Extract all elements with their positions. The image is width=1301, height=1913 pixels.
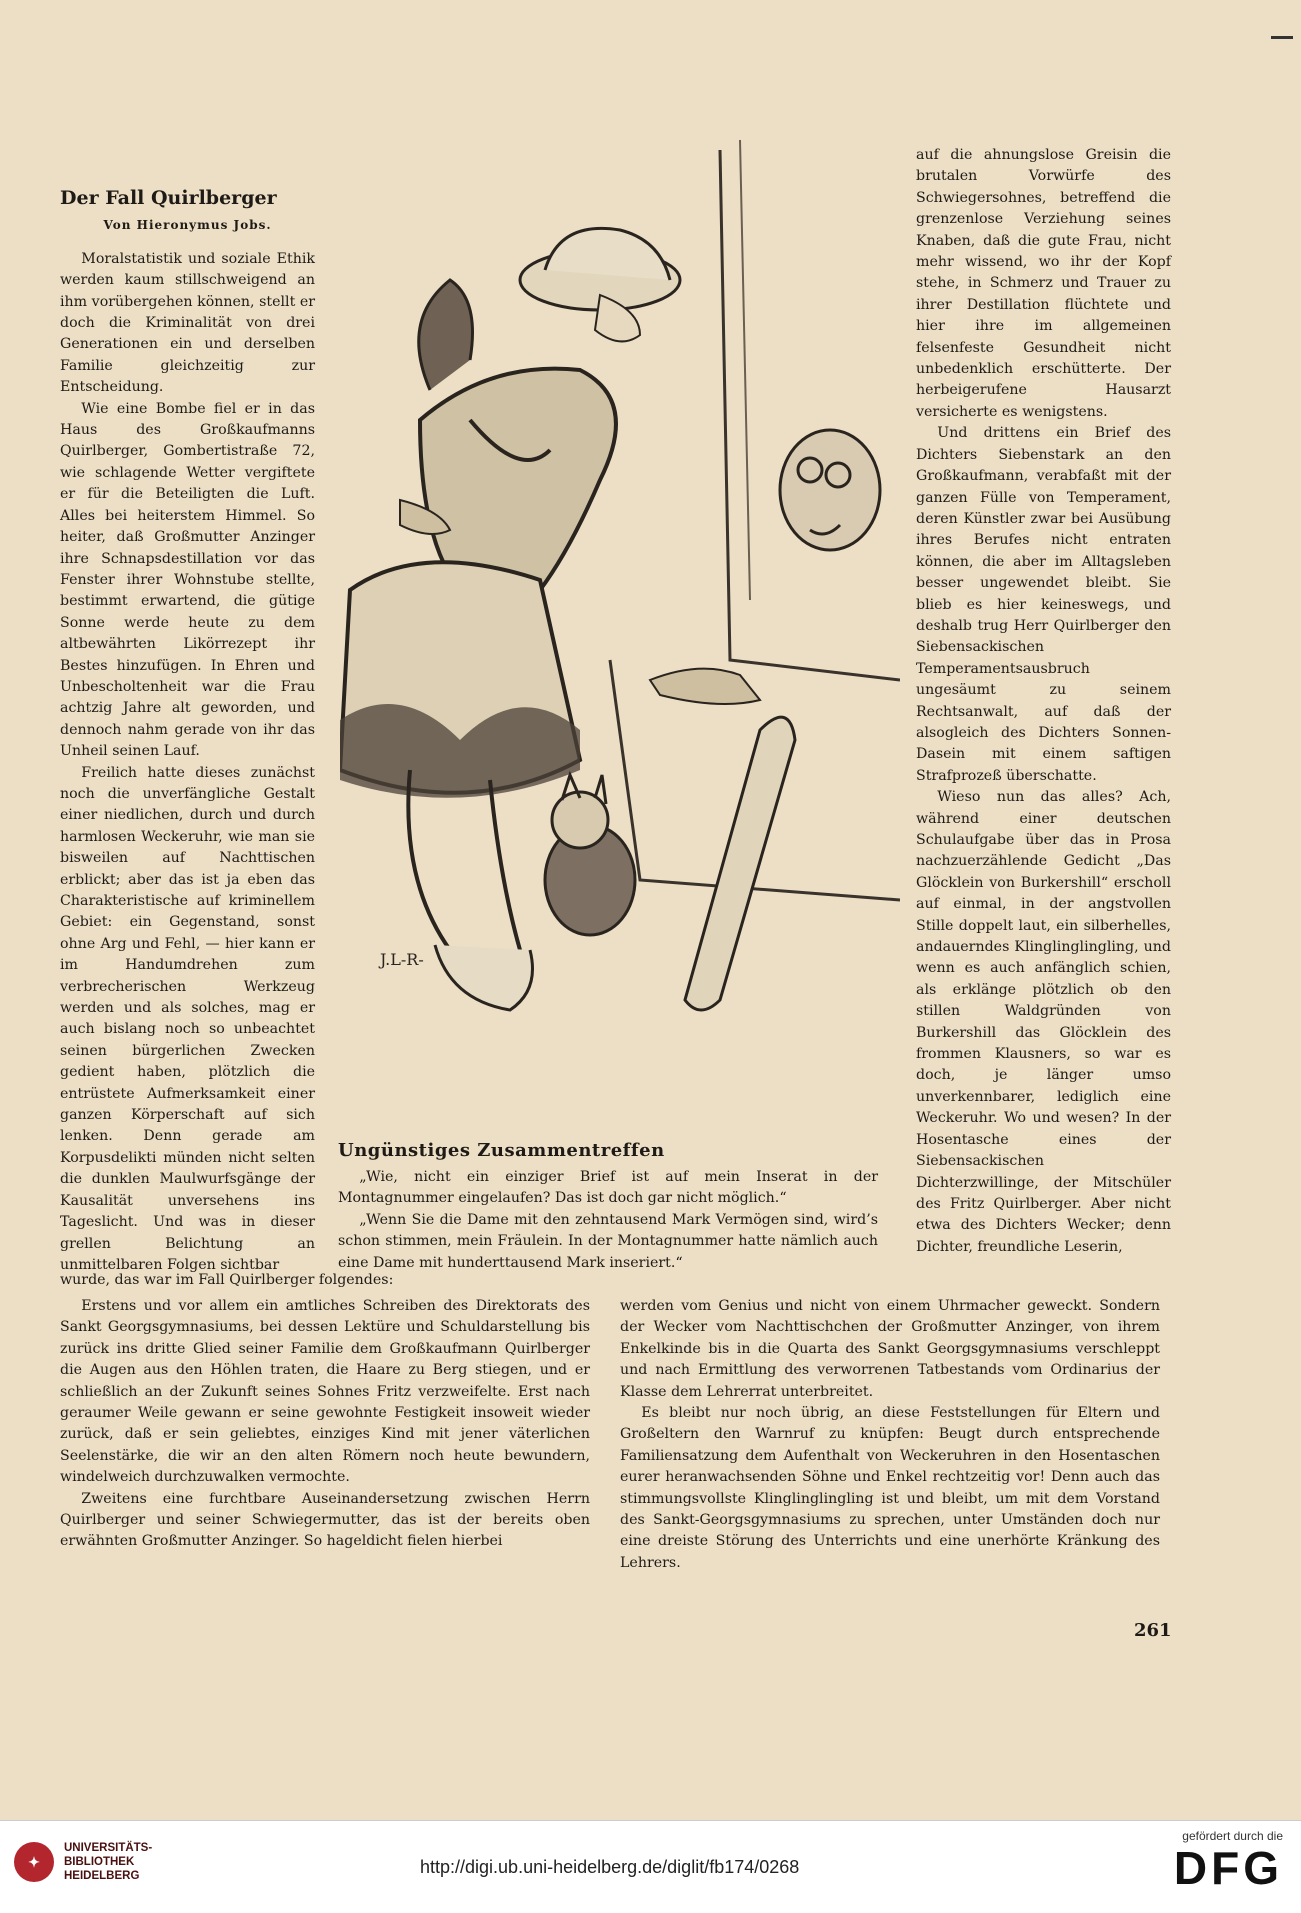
page-number: 261	[1134, 1620, 1172, 1641]
paragraph: Freilich hatte dieses zunächst noch die unverfängliche Gestalt einer niedlichen, durch und durch harmlosen Weckeruhr, wie man sie bisweilen auf Nachttischen erblickt; aber das ist ja eben das Charakteristische auf kriminellem Gebiet: ein Gegenstand, sonst ohne Arg und Fehl, — hier kann er im Handumdrehen zum verbrecherischen Werkzeug werden und als solches, mag er auch bislang noch so unbeachtet seinen bürgerlichen Zwecken gedient haben, plötzlich die entrüstete Aufmerksamkeit einer ganzen Körperschaft auf sich lenken. Denn gerade am Korpusdelikti münden nicht selten die dunklen Maulwurfsgänge der Kausalität unversehens ins Tageslicht. Und was in dieser grellen Belichtung an unmittelbaren Folgen sichtbar	[60, 764, 315, 1273]
dfg-logo: DFG	[1173, 1842, 1283, 1894]
footer-bar	[0, 1820, 1301, 1913]
caption-quote: „Wenn Sie die Dame mit den zehntausend Mark Vermögen sind, wird’s schon stimmen, mein Fräulein. In der Montagnummer hatte nämlich auch eine Dame mit hunderttausend Mark inseriert.“	[338, 1211, 878, 1271]
caption-quote: „Wie, nicht ein einziger Brief ist auf mein Inserat in der Montagnummer eingelaufen? Das ist doch gar nicht möglich.“	[338, 1169, 878, 1207]
paragraph: Erstens und vor allem ein amtliches Schreiben des Direktorats des Sankt Georgsgymnasiums, bei dessen Lektüre und Schuldarstellung bis zurück ins dritte Glied seiner Familie dem Großkaufmann Quirlberger die Augen aus den Höhlen traten, die Haare zu Berg stiegen, und er schließlich an der Zukunft seines Sohnes Fritz verzweifelte. Erst nach geraumer Weile gewann er seine gewohnte Festigkeit insoweit wieder zurück, daß er sein geliebtes, einziges Kind mit jener väterlichen Seelenstärke, die wir an den alten Römern noch heute bewundern, windelweich durchzuwalken vermochte.	[60, 1298, 590, 1486]
paragraph: wurde, das war im Fall Quirlberger folgendes:	[60, 1272, 394, 1288]
paragraph: Und drittens ein Brief des Dichters Siebenstark an den Großkaufmann, verabfaßt mit der ganzen Fülle von Temperament, deren Künstler zwar bei Ausübung ihres Berufes nicht entraten können, die aber im Alltagsleben besser ungewendet bleibt. Sie blieb es hier keineswegs, und deshalb trug Herr Quirlberger den Siebensackischen Temperamentsausbruch ungesäumt zu seinem Rechtsanwalt, auf daß der alsogleich des Dichters Sonnen-Dasein mit einem saftigen Strafprozeß überschatte.	[916, 425, 1171, 784]
document-url-link[interactable]: http://digi.ub.uni-heidelberg.de/diglit/fb174/0268	[420, 1857, 800, 1877]
university-seal-icon: ✦	[14, 1842, 54, 1882]
paragraph: Moralstatistik und soziale Ethik werden kaum stillschweigend an ihm vorübergehen können, stellt er doch die Kriminalität von drei Generationen ein und derselben Familie gleichzeitig zur Entscheidung.	[60, 250, 315, 396]
paragraph: werden vom Genius und nicht von einem Uhrmacher geweckt. Sondern der Wecker vom Nachttischchen der Großmutter Anzinger, von ihrem Enkelkinde bis in die Quarta des Sankt Georgsgymnasiums verschleppt und nach Ermittlung des verworrenen Tatbestands vom Ordinarius der Klasse dem Lehrerrat unterbreitet.	[620, 1298, 1160, 1400]
article-byline: Von Hieronymus Jobs.	[103, 218, 272, 233]
lower-right-column	[620, 1296, 1160, 1574]
cartoon-illustration	[340, 120, 900, 1120]
library-logo[interactable]	[14, 1841, 152, 1883]
funded-by-label: gefördert durch die	[1182, 1829, 1283, 1843]
paragraph: Es bleibt nur noch übrig, an diese Feststellungen für Eltern und Großeltern den Warnruf zu knüpfen: Beugt durch entsprechende Familiensatzung dem Aufenthalt von Weckeruhren in den Hosentaschen eurer heranwachsenden Söhne und Enkel rechtzeitig vor! Denn auch das stimmungsvollste Klinglinglingling ist und bleibt, um mit dem Vorstand des Sankt-Georgsgymnasiums zu sprechen, unter Umständen doch nur eine dreiste Störung des Unterrichts und eine unerhörte Kränkung des Lehrers.	[620, 1405, 1160, 1571]
paragraph: Wieso nun das alles? Ach, während einer deutschen Schulaufgabe über das in Prosa nachzuerzählende Gedicht „Das Glöcklein von Burkershill“ erscholl auf einmal, in der angstvollen Stille doppelt laut, ein silberhelles, andauerndes Klinglinglingling, und wenn es auch anfänglich schien, als erklänge plötzlich ob den stillen Waldgründen von Burkershill das Glöcklein des frommen Klausners, so war es doch, je länger umso unverkennbarer, lediglich eine Weckeruhr. Wo und wesen? In der Hosentasche eines der Siebensackischen Dichterzwillinge, der Mitschüler des Fritz Quirlberger. Aber nicht etwa des Dichters Wecker; denn Dichter, freundliche Leserin,	[916, 789, 1171, 1255]
article-title: Der Fall Quirlberger	[60, 187, 277, 209]
lower-left-column	[60, 1296, 590, 1553]
library-name: UNIVERSITÄTS- BIBLIOTHEK HEIDELBERG	[64, 1842, 153, 1882]
edge-mark	[1271, 36, 1293, 39]
paragraph: auf die ahnungslose Greisin die brutalen Vorwürfe des Schwiegersohnes, betreffend die grenzenlose Verziehung seines Knaben, daß die gute Frau, nicht mehr wissend, wo ihr der Kopf stehe, in Schmerz und Trauer zu ihrer Destillation flüchtete und hier ihre im allgemeinen felsenfeste Gesundheit nicht unbedenklich erschütterte. Der herbeigerufene Hausarzt versicherte es wenigstens.	[916, 147, 1171, 420]
left-column	[60, 188, 315, 1276]
paragraph: Wie eine Bombe fiel er in das Haus des Großkaufmanns Quirlberger, Gombertistraße 72, wie schlagende Wetter vergiftete er für die Beteiligten die Luft. Alles bei heiterstem Himmel. So heiter, daß Großmutter Anzinger ihre Schnapsdestillation vor das Fenster ihrer Wohnstube stellte, bestimmt erwartend, die gütige Sonne werde heute zu dem altbewährten Likörrezept ihr Bestes hinzufügen. In Ehren und Unbescholtenheit war die Frau achtzig Jahre alt geworden, und dennoch nahm gerade von ihr das Unheil seinen Lauf.	[60, 400, 315, 760]
artist-signature: J.L-R-	[380, 950, 424, 969]
illustration-caption	[338, 1140, 878, 1274]
caption-title: Ungünstiges Zusammentreffen	[338, 1140, 665, 1161]
paragraph: Zweitens eine furchtbare Auseinandersetzung zwischen Herrn Quirlberger und seiner Schwiegermutter, das ist der bereits oben erwähnten Großmutter Anzinger. So hageldicht fielen hierbei	[60, 1490, 590, 1550]
right-column	[916, 145, 1171, 1258]
dfg-funding[interactable]	[1174, 1829, 1283, 1893]
